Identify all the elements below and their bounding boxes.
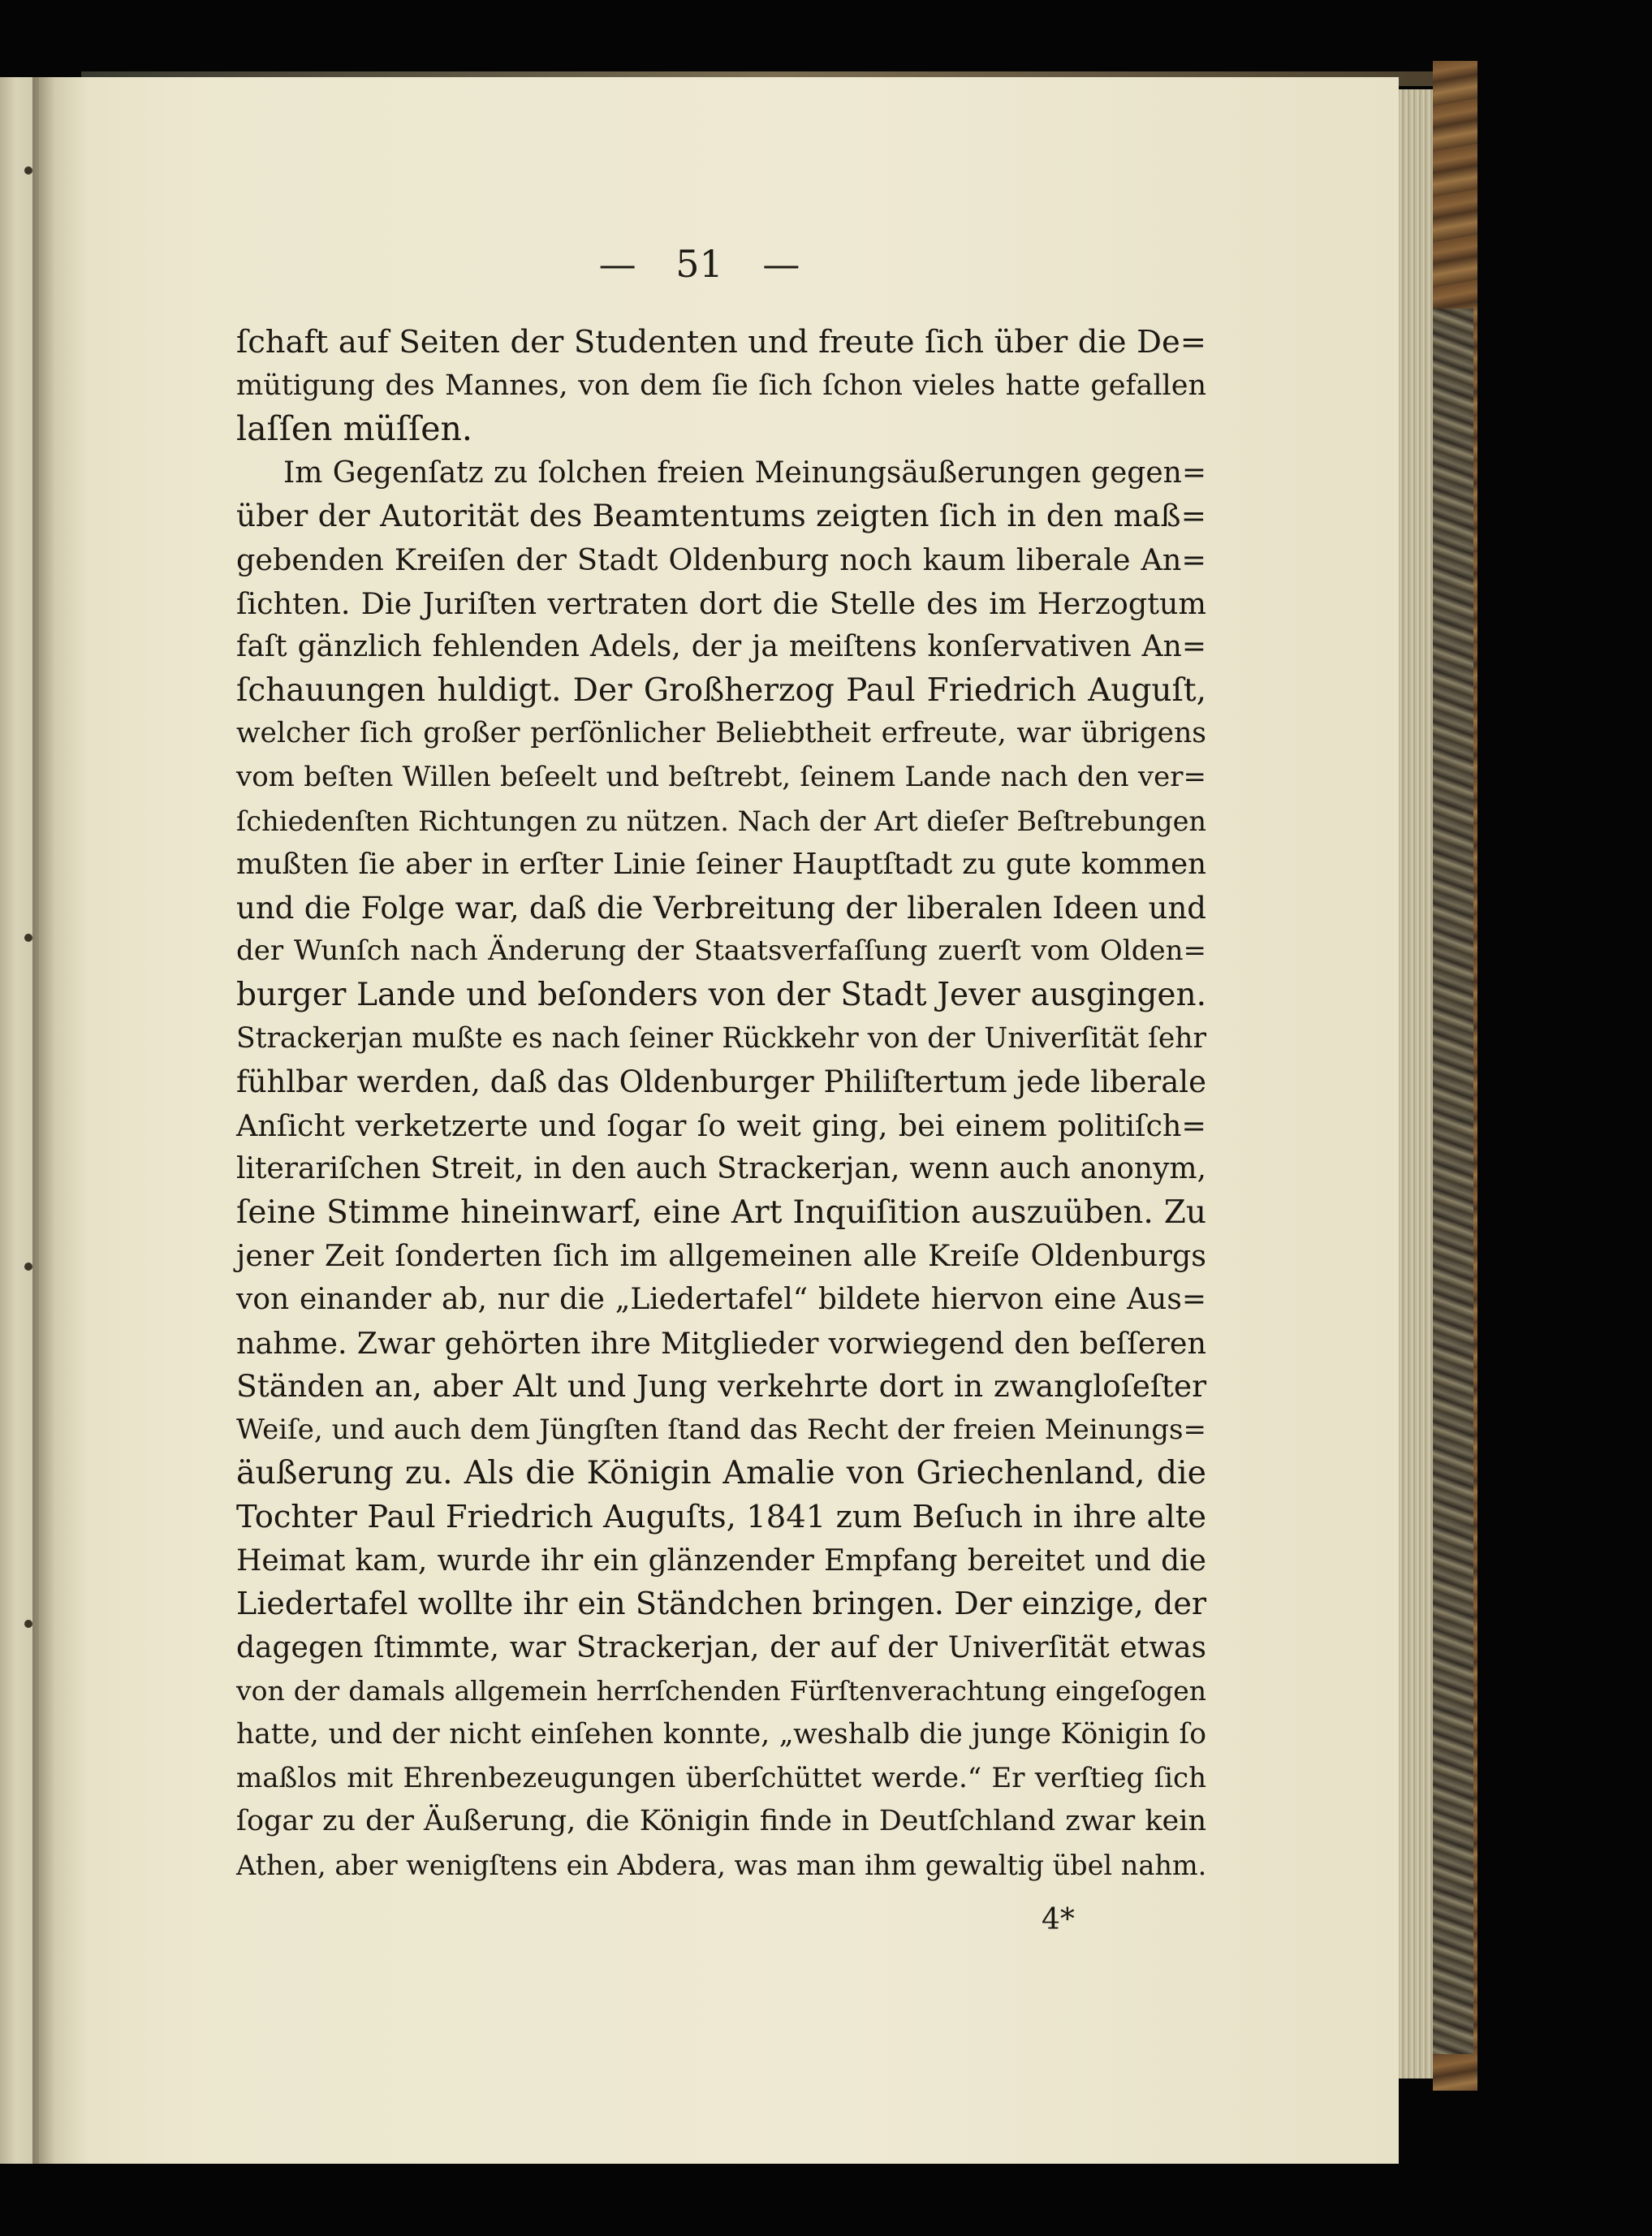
text-line: vom beſten Willen beſeelt und beſtrebt, ſeinem Lande nach den ver= [236,760,1206,793]
text-line: maßlos mit Ehrenbezeugungen überſchüttet werde.“ Er verſtieg ſich [236,1761,1206,1794]
text-line: von der damals allgemein herrſchenden Fürſtenverachtung eingeſogen [236,1675,1206,1707]
page-header [0,242,1399,286]
header-dash-left: — [598,242,636,286]
text-line: Strackerjan mußte es nach ſeiner Rückkehr von der Univerſität ſehr [236,1021,1206,1055]
text-line: ſichten. Die Juriſten vertraten dort die Stelle des im Herzogtum [236,585,1206,621]
text-line: mußten ſie aber in erſter Linie ſeiner Hauptſtadt zu gute kommen [236,848,1206,882]
text-line: ſeine Stimme hineinwarf, eine Art Inquiſition auszuüben. Zu [236,1194,1206,1231]
text-line: mütigung des Mannes, von dem ſie ſich ſchon vieles hatte gefallen [236,369,1206,402]
text-line: jener Zeit ſonderten ſich im allgemeinen alle Kreiſe Oldenburgs [236,1238,1206,1274]
text-line: hatte, und der nicht einſehen konnte, „weshalb die junge Königin ſo [236,1718,1206,1750]
text-line: der Wunſch nach Änderung der Staatsverfaſſung zuerſt vom Olden= [236,935,1206,968]
binding-stitch [24,1620,32,1628]
gutter-shadow [32,77,89,2164]
text-line: und die Folge war, daß die Verbreitung der liberalen Ideen und [236,890,1206,926]
binding-stitch [24,1263,32,1271]
text-line: Liedertafel wollte ihr ein Ständchen bringen. Der einzige, der [236,1586,1206,1622]
marbled-cover [1433,309,1473,2054]
text-line: Tochter Paul Friedrich Auguſts, 1841 zum Beſuch in ihre alte [236,1499,1206,1536]
text-line: fühlbar werden, daß das Oldenburger Philiſtertum jede liberale [236,1064,1206,1100]
header-dash-right: — [762,242,800,286]
text-line: Athen, aber wenigſtens ein Abdera, was man ihm gewaltig übel nahm. [236,1849,1207,1881]
text-line: burger Lande und beſonders von der Stadt Jever ausgingen. [236,976,1206,1013]
text-line: welcher ſich großer perſönlicher Beliebtheit erfreute, war übrigens [236,717,1206,750]
text-line: gebenden Kreiſen der Stadt Oldenburg noch kaum liberale An= [236,542,1206,577]
text-line: nahme. Zwar gehörten ihre Mitglieder vorwiegend den beſſeren [236,1325,1206,1361]
page-edges [1399,89,1433,2078]
text-line: ſchauungen huldigt. Der Großherzog Paul Friedrich Auguſt, [236,671,1206,709]
text-line: literariſchen Streit, in den auch Strackerjan, wenn auch anonym, [236,1152,1206,1186]
text-line: Weiſe, und auch dem Jüngſten ſtand das Recht der freien Meinungs= [236,1413,1206,1446]
text-line: äußerung zu. Als die Königin Amalie von Griechenland, die [236,1454,1206,1492]
text-line: dagegen ſtimmte, war Strackerjan, der auf der Univerſität etwas [236,1630,1206,1664]
text-line: Im Gegenſatz zu ſolchen freien Meinungsäußerungen gegen= [283,455,1206,490]
text-line: Ständen an, aber Alt und Jung verkehrte dort in zwangloſeſter [236,1368,1206,1405]
signature-mark: 4* [1042,1903,1075,1936]
text-line: ſogar zu der Äußerung, die Königin finde in Deutſchland zwar kein [236,1805,1206,1838]
binding-stitch [24,166,32,175]
text-line: laſſen müſſen. [236,409,472,449]
binding-stitch [24,934,32,942]
text-line: Heimat kam, wurde ihr ein glänzender Empfang bereitet und die [236,1543,1206,1578]
text-line: ſchiedenſten Richtungen zu nützen. Nach der Art dieſer Beſtrebungen [236,805,1206,837]
text-line: faſt gänzlich fehlenden Adels, der ja meiſtens konſervativen An= [236,630,1206,664]
page-number: 51 [675,242,723,286]
text-line: über der Autorität des Beamtentums zeigten ſich in den maß= [236,498,1206,534]
body-text [236,321,1206,1887]
text-line: ſchaft auf Seiten der Studenten und freute ſich über die De= [236,324,1206,360]
text-line: Anſicht verketzerte und ſogar ſo weit ging, bei einem politiſch= [236,1107,1206,1143]
text-line: von einander ab, nur die „Liedertafel“ bildete hiervon eine Aus= [236,1283,1206,1317]
